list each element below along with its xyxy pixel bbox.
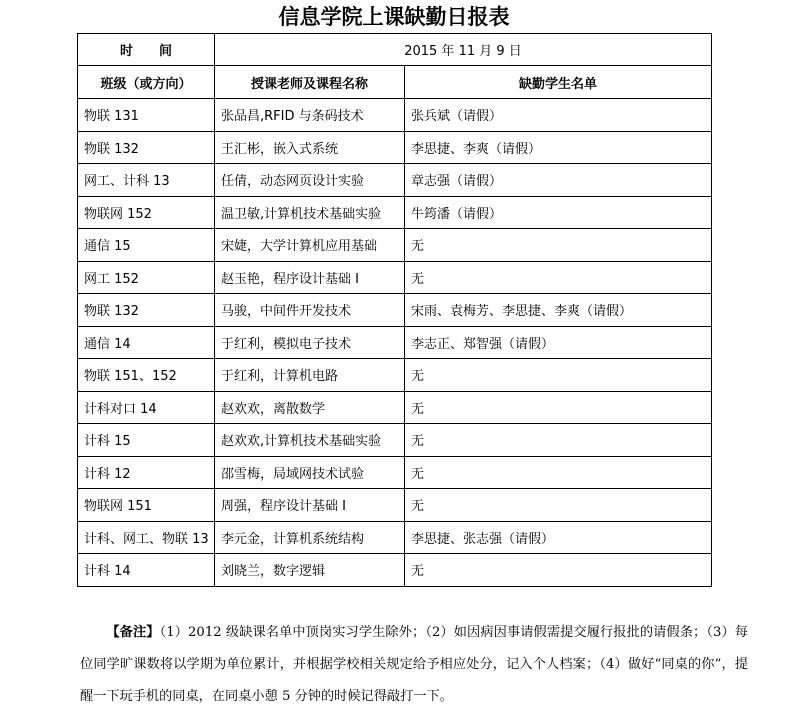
table-row <box>78 326 712 359</box>
cell-class: 物联 151、152 <box>78 359 215 392</box>
cell-teacher-course: 刘晓兰，数字逻辑 <box>215 554 405 587</box>
cell-class: 计科、网工、物联 13 <box>78 521 215 554</box>
cell-class: 物联 131 <box>78 99 215 132</box>
table-row <box>78 554 712 587</box>
remarks-label: 【备注】 <box>106 625 160 640</box>
cell-class: 物联 132 <box>78 294 215 327</box>
table-row <box>78 489 712 522</box>
table-row <box>78 229 712 262</box>
table-row <box>78 424 712 457</box>
cell-teacher-course: 李元金，计算机系统结构 <box>215 521 405 554</box>
cell-absent-students: 无 <box>405 261 712 294</box>
cell-class: 计科 12 <box>78 456 215 489</box>
table-row <box>78 196 712 229</box>
col-header-teacher: 授课老师及课程名称 <box>215 66 405 99</box>
cell-absent-students: 无 <box>405 359 712 392</box>
cell-teacher-course: 马骏，中间件开发技术 <box>215 294 405 327</box>
table-row <box>78 164 712 197</box>
time-label: 时 间 <box>78 34 215 66</box>
cell-class: 通信 14 <box>78 326 215 359</box>
table-row <box>78 261 712 294</box>
cell-class: 网工 152 <box>78 261 215 294</box>
cell-teacher-course: 于红利，模拟电子技术 <box>215 326 405 359</box>
cell-absent-students: 无 <box>405 456 712 489</box>
cell-absent-students: 无 <box>405 554 712 587</box>
table-row <box>78 294 712 327</box>
cell-teacher-course: 王汇彬，嵌入式系统 <box>215 131 405 164</box>
table-row <box>78 99 712 132</box>
cell-teacher-course: 任倩，动态网页设计实验 <box>215 164 405 197</box>
cell-class: 通信 15 <box>78 229 215 262</box>
cell-teacher-course: 邵雪梅，局域网技术试验 <box>215 456 405 489</box>
cell-absent-students: 李思捷、张志强（请假） <box>405 521 712 554</box>
cell-class: 计科 15 <box>78 424 215 457</box>
cell-absent-students: 无 <box>405 424 712 457</box>
cell-teacher-course: 温卫敏,计算机技术基础实验 <box>215 196 405 229</box>
col-header-absent: 缺勤学生名单 <box>405 66 712 99</box>
cell-absent-students: 李思捷、李爽（请假） <box>405 131 712 164</box>
cell-teacher-course: 于红利，计算机电路 <box>215 359 405 392</box>
cell-absent-students: 无 <box>405 229 712 262</box>
time-row <box>78 34 712 66</box>
remarks <box>80 617 748 713</box>
cell-teacher-course: 宋婕，大学计算机应用基础 <box>215 229 405 262</box>
cell-class: 计科对口 14 <box>78 391 215 424</box>
cell-teacher-course: 周强，程序设计基础 I <box>215 489 405 522</box>
header-row <box>78 66 712 99</box>
remarks-text: （1）2012 级缺课名单中顶岗实习学生除外；（2）如因病因事请假需提交履行报批的请假条；（3）每位同学旷课数将以学期为单位累计，并根据学校相关规定给予相应处分，记入个人档案；（4）做好“同桌的你”，提醒一下玩手机的同桌，在同桌小憩 5 分钟的时候记得敲打一下。 <box>80 625 748 704</box>
cell-class: 计科 14 <box>78 554 215 587</box>
cell-teacher-course: 张品昌,RFID 与条码技术 <box>215 99 405 132</box>
table-row <box>78 359 712 392</box>
table-row <box>78 521 712 554</box>
attendance-table <box>77 33 712 587</box>
cell-class: 物联网 152 <box>78 196 215 229</box>
cell-teacher-course: 赵玉艳，程序设计基础 I <box>215 261 405 294</box>
cell-absent-students: 牛筠潘（请假） <box>405 196 712 229</box>
date-value: 2015 年 11 月 9 日 <box>215 34 712 66</box>
cell-class: 物联网 151 <box>78 489 215 522</box>
table-row <box>78 391 712 424</box>
cell-teacher-course: 赵欢欢，离散数学 <box>215 391 405 424</box>
cell-teacher-course: 赵欢欢,计算机技术基础实验 <box>215 424 405 457</box>
cell-absent-students: 宋雨、袁梅芳、李思捷、李爽（请假） <box>405 294 712 327</box>
cell-class: 网工、计科 13 <box>78 164 215 197</box>
col-header-class: 班级（或方向） <box>78 66 215 99</box>
cell-absent-students: 章志强（请假） <box>405 164 712 197</box>
cell-absent-students: 无 <box>405 489 712 522</box>
cell-class: 物联 132 <box>78 131 215 164</box>
cell-absent-students: 李志正、郑智强（请假） <box>405 326 712 359</box>
cell-absent-students: 无 <box>405 391 712 424</box>
table-row <box>78 456 712 489</box>
table-row <box>78 131 712 164</box>
page-title: 信息学院上课缺勤日报表 <box>278 5 510 29</box>
cell-absent-students: 张兵斌（请假） <box>405 99 712 132</box>
